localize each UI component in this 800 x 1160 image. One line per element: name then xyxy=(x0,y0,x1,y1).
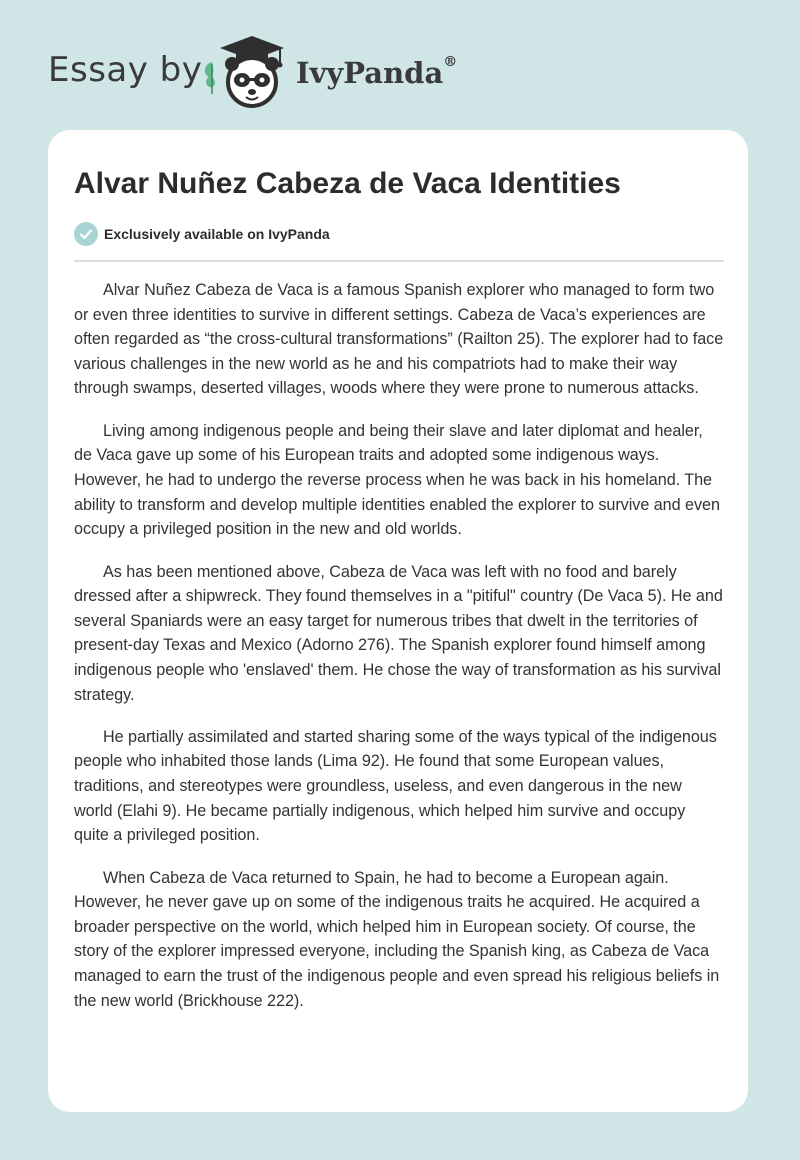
brand-name-text: IvyPanda xyxy=(296,56,444,90)
paragraph: He partially assimilated and started sharing some of the ways typical of the indigenous people who inhabited those lands (Lima 92). He found that some European values, traditions, and stereotypes were groundless, useless, and even dangerous in the new world (Elahi 9). He became partially indigenous, which helped him survive and occupy quite a privileged position. xyxy=(74,727,717,845)
paragraph: As has been mentioned above, Cabeza de Vaca was left with no food and barely dressed after a shipwreck. They found themselves in a "pitiful" country (De Vaca 5). He and several Spaniards were an easy target for numerous tribes that dwelt in the territories of present-day Texas and Mexico (Adorno 276). The Spanish explorer found himself among indigenous people who 'enslaved' them. He chose the way of transformation as his survival strategy. xyxy=(74,562,723,704)
paragraph: Alvar Nuñez Cabeza de Vaca is a famous Spanish explorer who managed to form two or even three identities to survive in different settings. Cabeza de Vaca’s experiences are often regarded as “the cross-cultural transformations” (Railton 25). The explorer had to face various challenges in the new world as he and his compatriots had to make their way through swamps, deserted villages, woods where they were prone to numerous attacks. xyxy=(74,281,724,398)
paragraph: Living among indigenous people and being their slave and later diplomat and healer, de Vaca gave up some of his European traits and adopted some indigenous ways. However, he had to undergo the reverse process when he was back in his homeland. The ability to transform and develop multiple identities enabled the explorer to survive and even occupy a privileged position in the new and old worlds. xyxy=(74,421,720,539)
essay-body xyxy=(74,278,724,1031)
exclusive-badge xyxy=(74,222,330,246)
page-title: Alvar Nuñez Cabeza de Vaca Identities xyxy=(74,167,621,200)
divider xyxy=(74,260,724,262)
essay-card xyxy=(48,130,748,1112)
registered-mark: ® xyxy=(443,54,458,70)
site-header xyxy=(0,0,800,130)
badge-text: Exclusively available on IvyPanda xyxy=(104,226,330,242)
brand-name[interactable] xyxy=(296,56,457,90)
panda-graduate-icon[interactable] xyxy=(200,34,296,110)
paragraph: When Cabeza de Vaca returned to Spain, he had to become a European again. However, he never gave up on some of the indigenous traits he acquired. He acquired a broader perspective on the world, which helped him in European society. Of course, the story of the explorer impressed everyone, including the Spanish king, as Cabeza de Vaca managed to earn the trust of the indigenous people and even spread his religious beliefs in the new world (Brickhouse 222). xyxy=(74,868,720,1010)
check-icon xyxy=(74,222,98,246)
brand-prefix: Essay by xyxy=(48,50,203,90)
